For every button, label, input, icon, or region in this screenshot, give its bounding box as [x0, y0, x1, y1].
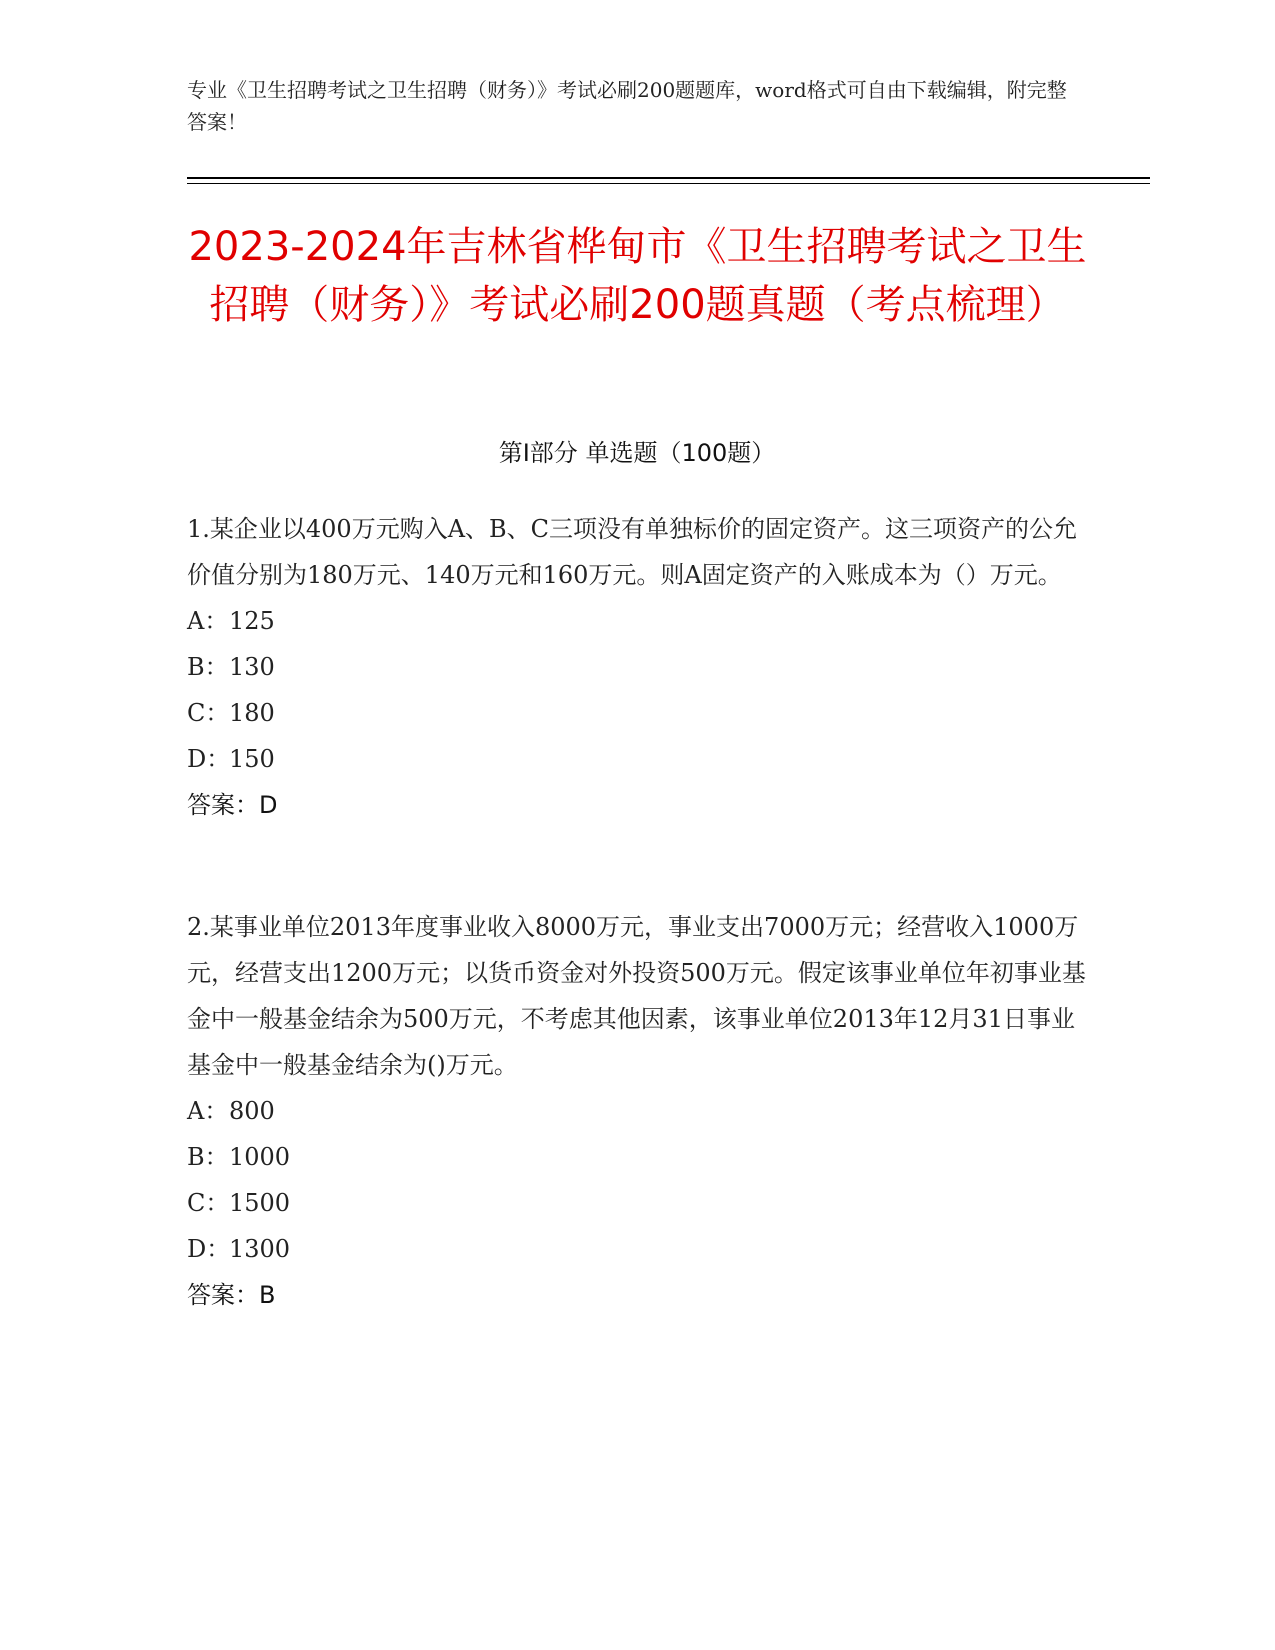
option-a [187, 598, 1087, 644]
option-b [187, 644, 1087, 690]
option-letter: C： [187, 1189, 230, 1217]
option-text: 150 [229, 745, 275, 773]
answer: 答案：D [187, 791, 278, 819]
header-divider-thin [187, 183, 1150, 184]
option-letter: A： [187, 1097, 229, 1125]
question-stem: 1.某企业以400万元购入A、B、C三项没有单独标价的固定资产。这三项资产的公允价值分别为180万元、140万元和160万元。则A固定资产的入账成本为（）万元。 [187, 515, 1078, 589]
option-text: 130 [229, 653, 275, 681]
option-a [187, 1088, 1087, 1134]
option-letter: B： [187, 653, 229, 681]
header-note: 专业《卫生招聘考试之卫生招聘（财务）》考试必刷200题题库，word格式可自由下载编辑，附完整答案！ [187, 78, 1067, 134]
option-c [187, 1180, 1087, 1226]
option-d [187, 736, 1087, 782]
option-text: 800 [229, 1097, 275, 1125]
answer: 答案：B [187, 1281, 276, 1309]
option-letter: B： [187, 1143, 229, 1171]
option-text: 1500 [229, 1189, 291, 1217]
option-text: 180 [229, 699, 275, 727]
option-letter: D： [187, 1235, 231, 1263]
question-1 [187, 506, 1087, 828]
option-text: 1000 [229, 1143, 291, 1171]
option-letter: A： [187, 607, 229, 635]
header-divider-thick [187, 177, 1150, 179]
document-title: 2023-2024年吉林省桦甸市《卫生招聘考试之卫生招聘（财务）》考试必刷200题真题（考点梳理） [188, 224, 1087, 328]
question-stem: 2.某事业单位2013年度事业收入8000万元，事业支出7000万元；经营收入1000万元，经营支出1200万元；以货币资金对外投资500万元。假定该事业单位年初事业基金中一般基金结余为500万元，不考虑其他因素，该事业单位2013年12月31日事业基金中一般基金结余为()万元。 [187, 913, 1086, 1079]
option-c [187, 690, 1087, 736]
option-text: 1300 [229, 1235, 291, 1263]
option-d [187, 1226, 1087, 1272]
question-2 [187, 904, 1087, 1318]
section-title: 第Ⅰ部分 单选题（100题） [498, 439, 776, 467]
option-text: 125 [229, 607, 275, 635]
option-letter: D： [187, 745, 231, 773]
option-letter: C： [187, 699, 230, 727]
option-b [187, 1134, 1087, 1180]
